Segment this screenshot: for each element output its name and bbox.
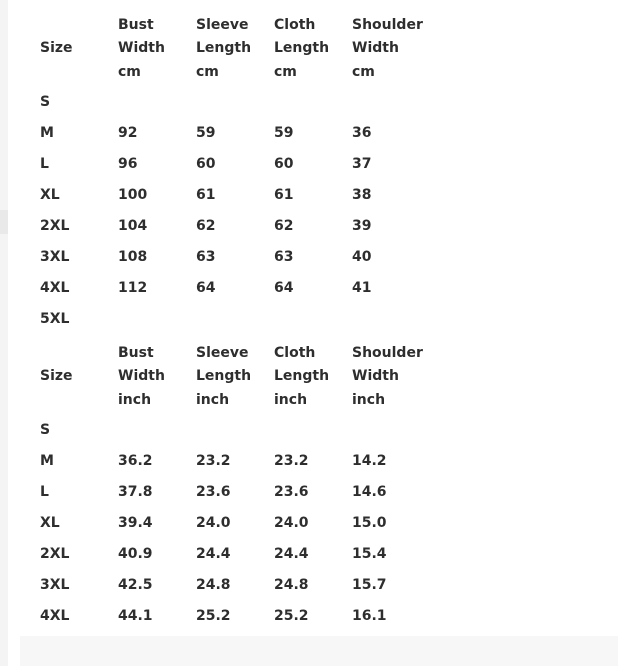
header-sleeve-length <box>188 11 266 87</box>
table-row <box>32 570 442 601</box>
size-cell: 2XL <box>40 218 70 234</box>
cloth-cell: 64 <box>274 280 294 296</box>
bust-cell: 36.2 <box>118 453 153 469</box>
cloth-cell: 24.4 <box>274 546 309 562</box>
size-cell: 3XL <box>40 577 70 593</box>
bust-cell: 39.4 <box>118 515 153 531</box>
cloth-cell <box>266 87 344 118</box>
sleeve-cell <box>188 415 266 446</box>
size-cell: 4XL <box>40 608 70 624</box>
table-row <box>32 477 442 508</box>
bust-cell: 40.9 <box>118 546 153 562</box>
sleeve-cell: 24.0 <box>196 515 231 531</box>
header-unit: inch <box>352 391 386 408</box>
sleeve-cell: 23.6 <box>196 484 231 500</box>
bust-cell: 42.5 <box>118 577 153 593</box>
cloth-cell: 63 <box>274 249 294 265</box>
sleeve-cell: 61 <box>196 187 216 203</box>
table-row <box>32 149 442 180</box>
shoulder-cell <box>344 304 442 335</box>
table-header-row <box>32 339 442 415</box>
size-table-inch <box>32 339 442 632</box>
sleeve-cell: 64 <box>196 280 216 296</box>
shoulder-cell: 37 <box>352 156 372 172</box>
cloth-cell <box>266 415 344 446</box>
header-size-label: Size <box>40 368 73 385</box>
cloth-cell: 25.2 <box>274 608 309 624</box>
header-size <box>32 11 110 87</box>
header-cloth-length <box>266 11 344 87</box>
size-cell: L <box>40 484 49 500</box>
header-unit: cm <box>352 63 375 80</box>
bust-cell <box>110 415 188 446</box>
bust-cell: 112 <box>118 280 148 296</box>
header-line: Width <box>118 368 165 385</box>
cloth-cell: 59 <box>274 125 294 141</box>
header-bust-width <box>110 11 188 87</box>
shoulder-cell: 14.2 <box>352 453 387 469</box>
shoulder-cell: 15.7 <box>352 577 387 593</box>
header-line: Length <box>274 40 330 57</box>
header-line: Sleeve <box>196 16 249 33</box>
sleeve-cell <box>188 87 266 118</box>
header-unit: cm <box>118 63 141 80</box>
sleeve-cell: 60 <box>196 156 216 172</box>
size-cell: L <box>40 156 49 172</box>
size-table-body <box>32 11 442 335</box>
header-unit: inch <box>274 391 308 408</box>
cloth-cell: 23.2 <box>274 453 309 469</box>
header-size-label: Size <box>40 40 73 57</box>
size-cell: XL <box>40 515 60 531</box>
header-line: Cloth <box>274 344 316 361</box>
header-cloth-length <box>266 339 344 415</box>
shoulder-cell: 40 <box>352 249 372 265</box>
bust-cell: 100 <box>118 187 148 203</box>
table-row <box>32 242 442 273</box>
size-cell: 3XL <box>40 249 70 265</box>
table-row <box>32 273 442 304</box>
size-cell: XL <box>40 187 60 203</box>
cloth-cell: 60 <box>274 156 294 172</box>
shoulder-cell: 15.4 <box>352 546 387 562</box>
bust-cell: 104 <box>118 218 148 234</box>
table-row <box>32 118 442 149</box>
bottom-footer-strip <box>20 636 618 666</box>
sidebar-notch <box>0 210 8 234</box>
sleeve-cell: 62 <box>196 218 216 234</box>
sleeve-cell: 59 <box>196 125 216 141</box>
header-shoulder-width <box>344 11 442 87</box>
header-line: Width <box>352 40 399 57</box>
bust-cell: 108 <box>118 249 148 265</box>
sleeve-cell: 23.2 <box>196 453 231 469</box>
table-row <box>32 304 442 335</box>
table-row <box>32 211 442 242</box>
cloth-cell: 61 <box>274 187 294 203</box>
size-cell: 4XL <box>40 280 70 296</box>
table-row <box>32 180 442 211</box>
bust-cell <box>110 304 188 335</box>
sleeve-cell <box>188 304 266 335</box>
header-bust-width <box>110 339 188 415</box>
size-table-cm <box>32 11 442 335</box>
header-line: Length <box>196 40 252 57</box>
size-table-body <box>32 339 442 632</box>
header-sleeve-length <box>188 339 266 415</box>
size-cell: S <box>40 94 51 110</box>
header-unit: inch <box>118 391 152 408</box>
header-unit: cm <box>274 63 297 80</box>
shoulder-cell: 15.0 <box>352 515 387 531</box>
header-line: Cloth <box>274 16 316 33</box>
header-line: Sleeve <box>196 344 249 361</box>
header-line: Length <box>196 368 252 385</box>
size-cell: S <box>40 422 51 438</box>
bust-cell: 96 <box>118 156 138 172</box>
header-line: Width <box>118 40 165 57</box>
header-line: Length <box>274 368 330 385</box>
shoulder-cell: 36 <box>352 125 372 141</box>
header-line: Width <box>352 368 399 385</box>
bust-cell: 92 <box>118 125 138 141</box>
shoulder-cell: 41 <box>352 280 372 296</box>
header-size <box>32 339 110 415</box>
sleeve-cell: 63 <box>196 249 216 265</box>
shoulder-cell: 14.6 <box>352 484 387 500</box>
cloth-cell: 62 <box>274 218 294 234</box>
header-unit: cm <box>196 63 219 80</box>
sleeve-cell: 25.2 <box>196 608 231 624</box>
shoulder-cell: 38 <box>352 187 372 203</box>
shoulder-cell <box>344 87 442 118</box>
shoulder-cell: 39 <box>352 218 372 234</box>
sleeve-cell: 24.4 <box>196 546 231 562</box>
bust-cell: 37.8 <box>118 484 153 500</box>
header-line: Bust <box>118 344 154 361</box>
table-row <box>32 601 442 632</box>
size-cell: M <box>40 125 54 141</box>
header-line: Shoulder <box>352 16 423 33</box>
cloth-cell: 24.0 <box>274 515 309 531</box>
cloth-cell <box>266 304 344 335</box>
shoulder-cell: 16.1 <box>352 608 387 624</box>
header-line: Bust <box>118 16 154 33</box>
table-row <box>32 446 442 477</box>
size-cell: M <box>40 453 54 469</box>
size-cell: 5XL <box>40 311 70 327</box>
left-sidebar-strip <box>0 0 8 666</box>
size-cell: 2XL <box>40 546 70 562</box>
cloth-cell: 23.6 <box>274 484 309 500</box>
header-unit: inch <box>196 391 230 408</box>
table-row <box>32 87 442 118</box>
shoulder-cell <box>344 415 442 446</box>
sleeve-cell: 24.8 <box>196 577 231 593</box>
bust-cell <box>110 87 188 118</box>
table-row <box>32 508 442 539</box>
header-shoulder-width <box>344 339 442 415</box>
table-header-row <box>32 11 442 87</box>
table-row <box>32 415 442 446</box>
table-row <box>32 539 442 570</box>
header-line: Shoulder <box>352 344 423 361</box>
cloth-cell: 24.8 <box>274 577 309 593</box>
bust-cell: 44.1 <box>118 608 153 624</box>
